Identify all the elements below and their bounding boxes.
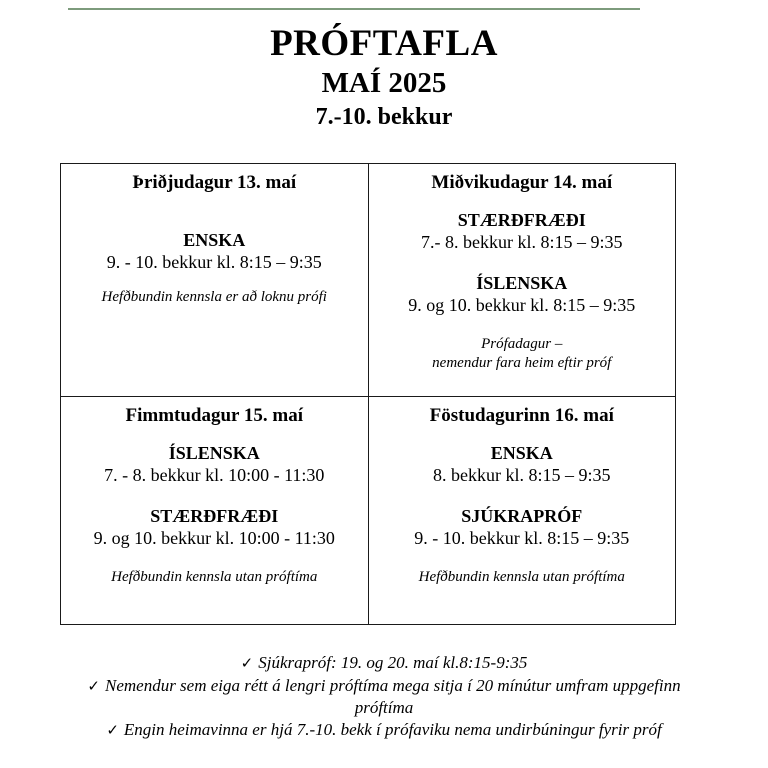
exam-subject: ÍSLENSKA (476, 272, 568, 293)
checkmark-icon: ✓ (240, 656, 254, 672)
top-rule-container (0, 0, 768, 14)
spacer (379, 199, 666, 209)
spacer (379, 432, 666, 442)
exam-schedule-table (60, 163, 676, 625)
exam-detail: 7. - 8. bekkur kl. 10:00 - 11:30 (104, 465, 325, 486)
exam-subject: SJÚKRAPRÓF (461, 505, 583, 526)
page-title: PRÓFTAFLA (270, 23, 498, 64)
exam-detail: 9. og 10. bekkur kl. 8:15 – 9:35 (408, 295, 636, 316)
exam-detail: 9. - 10. bekkur kl. 8:15 – 9:35 (106, 252, 322, 273)
exam-cell-thursday (61, 397, 369, 625)
day-heading: Föstudagurinn 16. maí (429, 405, 614, 426)
exam-cell-friday (368, 397, 676, 625)
spacer (379, 488, 666, 505)
exam-detail: 9. og 10. bekkur kl. 10:00 - 11:30 (93, 528, 335, 549)
spacer (71, 199, 358, 229)
page-header (0, 24, 768, 132)
spacer (71, 432, 358, 442)
exam-note: Hefðbundin kennsla utan próftíma (111, 568, 318, 585)
spacer (71, 488, 358, 505)
spacer (379, 551, 666, 568)
exam-subject: ENSKA (490, 442, 553, 463)
footer-note-item (0, 652, 768, 675)
checkmark-icon: ✓ (106, 723, 119, 740)
day-heading: Fimmtudagur 15. maí (125, 405, 303, 426)
exam-subject: ENSKA (183, 229, 246, 250)
exam-detail: 8. bekkur kl. 8:15 – 9:35 (433, 465, 611, 486)
exam-subject: STÆRÐFRÆÐI (457, 209, 586, 230)
exam-subject: ÍSLENSKA (168, 442, 260, 463)
page-subtitle-month: MAÍ 2025 (321, 66, 447, 99)
page-subtitle-grades: 7.-10. bekkur (315, 104, 453, 131)
top-divider-line (68, 8, 640, 10)
table-row (61, 164, 676, 397)
exam-note: nemendur fara heim eftir próf (432, 354, 612, 371)
footer-notes (0, 652, 768, 742)
spacer (71, 275, 358, 288)
exam-detail: 9. - 10. bekkur kl. 8:15 – 9:35 (414, 528, 630, 549)
spacer (71, 551, 358, 568)
checkmark-icon: ✓ (87, 678, 100, 695)
exam-note: Hefðbundin kennsla utan próftíma (418, 568, 625, 585)
table-row (61, 397, 676, 625)
footer-note-text: Sjúkrapróf: 19. og 20. maí kl.8:15-9:35 (258, 653, 528, 672)
footer-note-text: Engin heimavinna er hjá 7.-10. bekk í prófaviku nema undirbúningur fyrir próf (123, 720, 662, 740)
exam-cell-tuesday (61, 164, 369, 397)
day-heading: Miðvikudagur 14. maí (431, 172, 613, 193)
day-heading: Þriðjudagur 13. maí (132, 172, 297, 193)
footer-note-item (0, 719, 768, 742)
footer-note-item (0, 675, 768, 720)
footer-note-text: Nemendur sem eiga rétt á lengri próftíma mega sitja í 20 mínútur umfram uppgefinn próftíma (104, 675, 681, 717)
exam-note: Hefðbundin kennsla er að loknu prófi (101, 288, 327, 305)
exam-detail: 7.- 8. bekkur kl. 8:15 – 9:35 (421, 232, 623, 253)
exam-cell-wednesday (368, 164, 676, 397)
spacer (379, 255, 666, 272)
spacer (379, 318, 666, 335)
exam-subject: STÆRÐFRÆÐI (150, 505, 279, 526)
exam-note: Prófadagur – (481, 335, 563, 352)
